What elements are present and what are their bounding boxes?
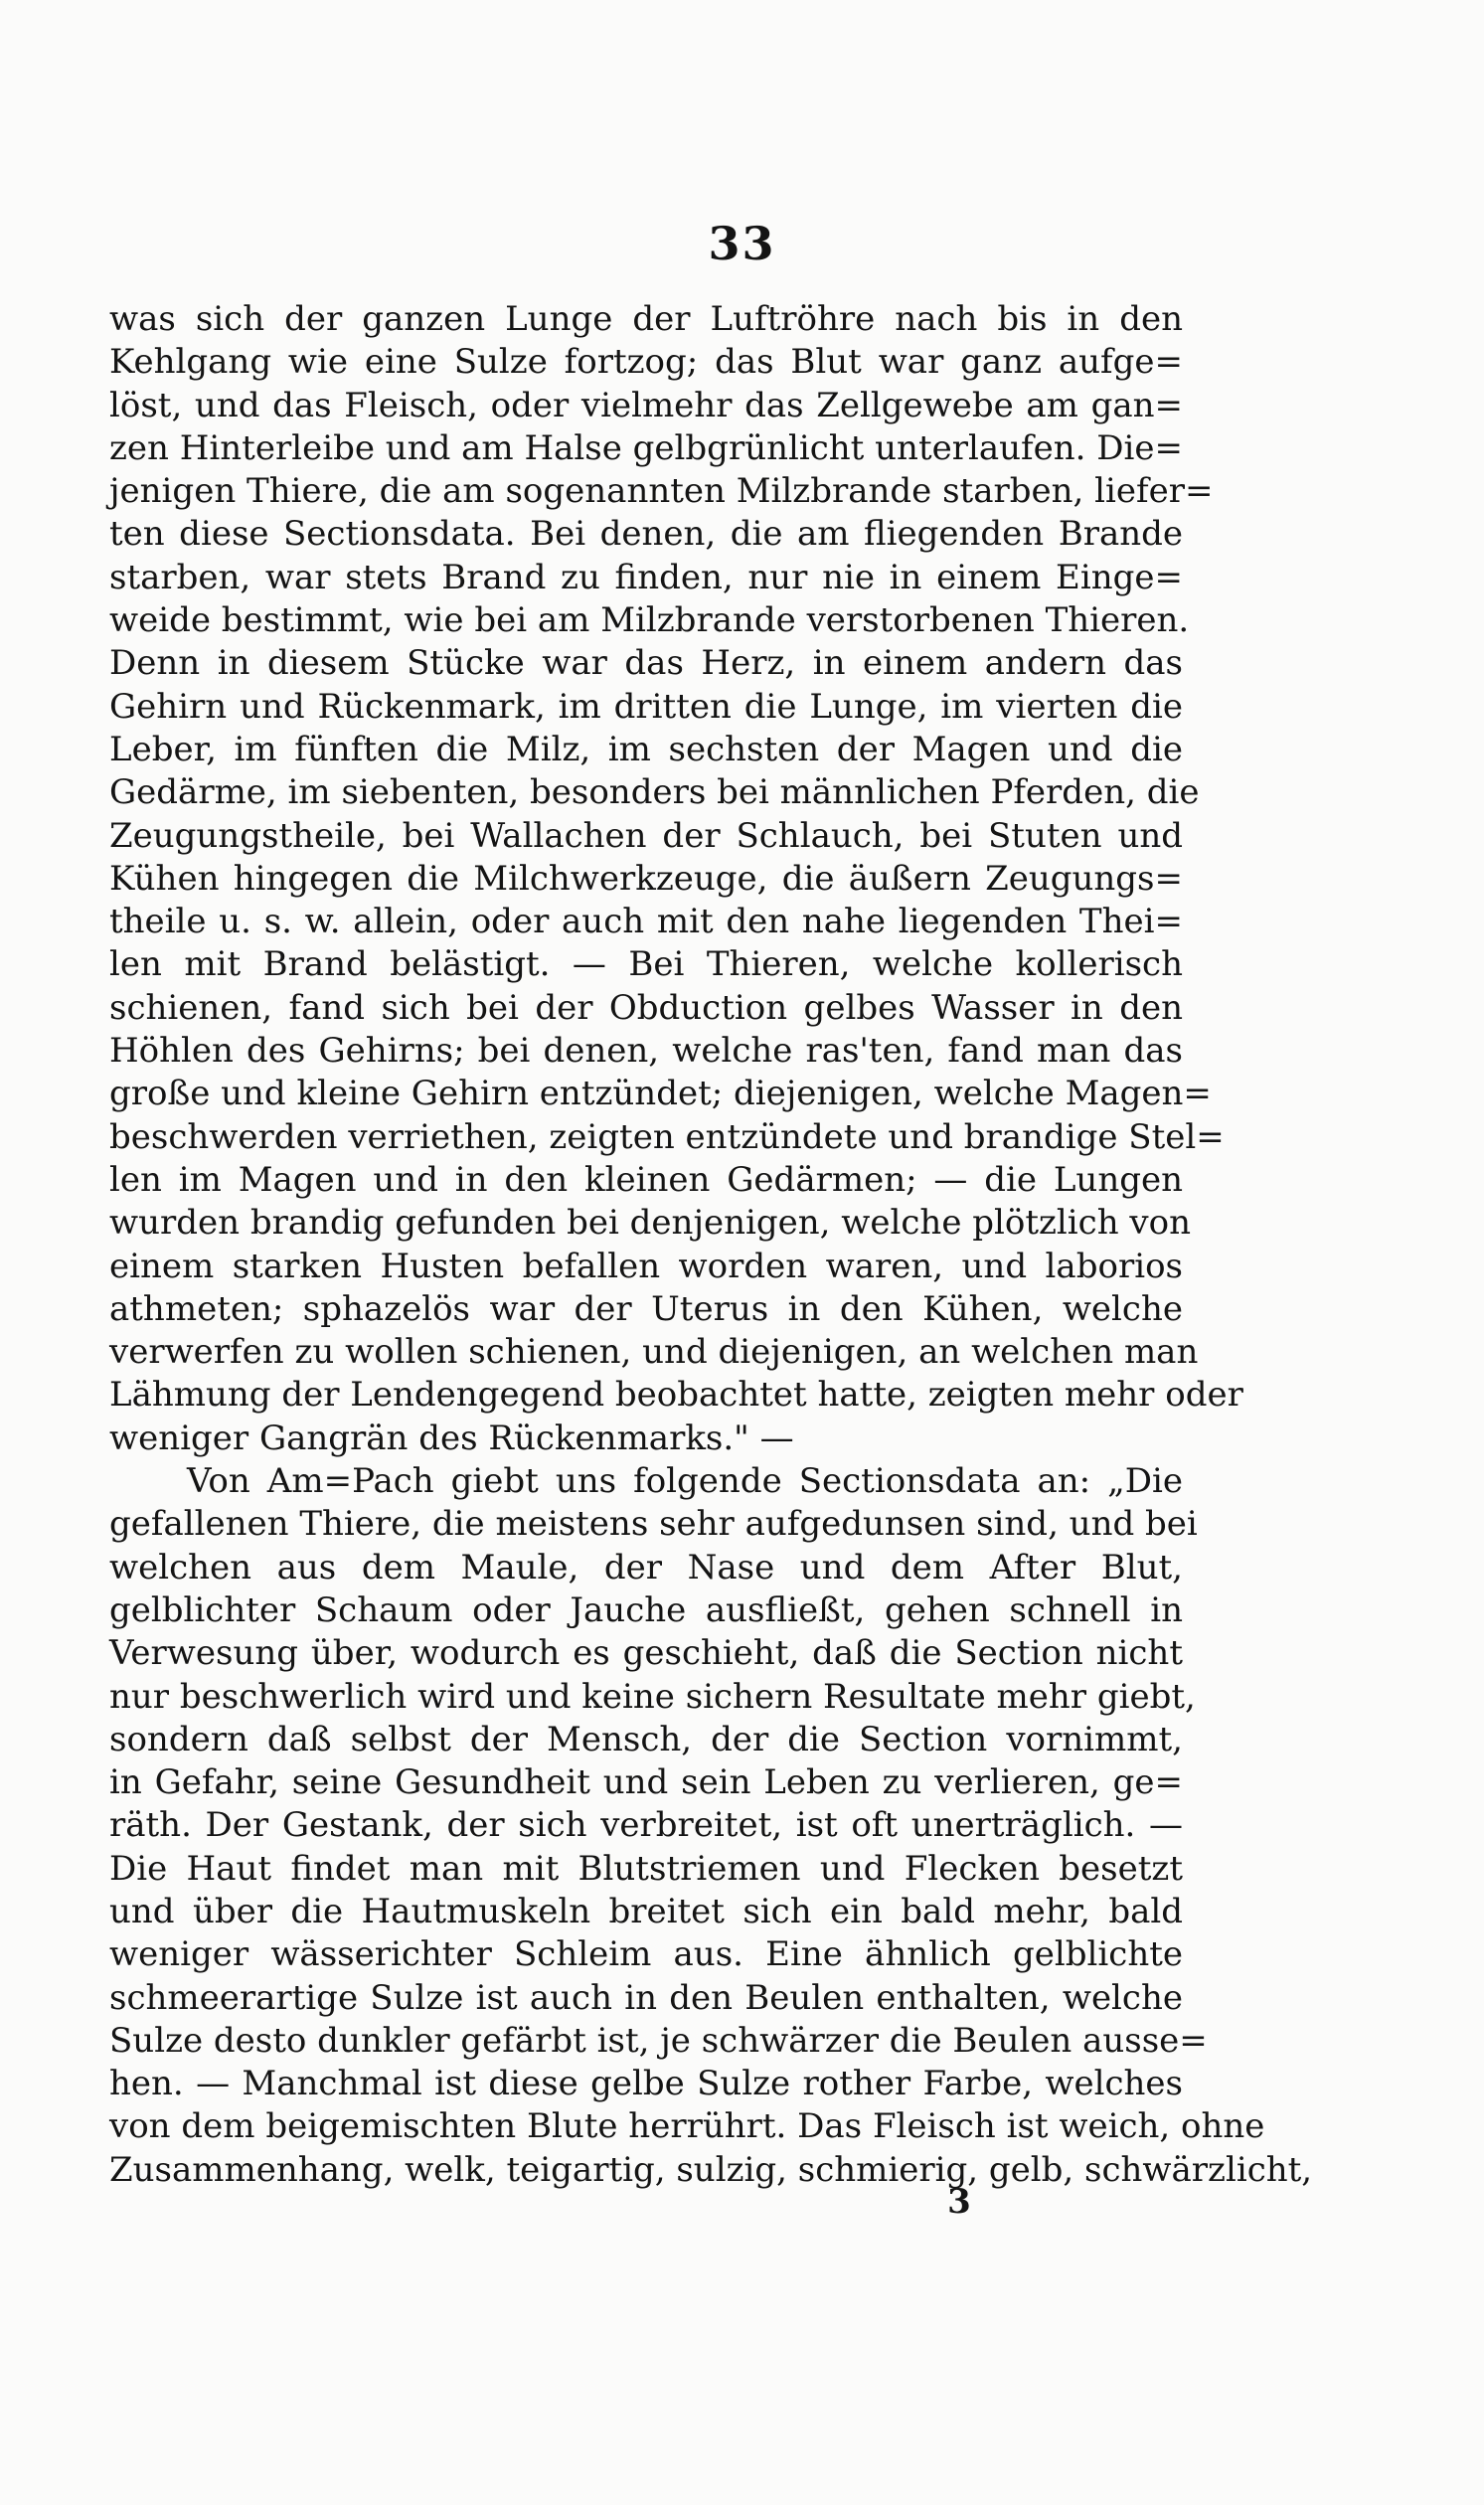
text-line: len mit Brand belästigt. — Bei Thieren, welche kollerisch xyxy=(109,944,1183,985)
text-line: Höhlen des Gehirns; bei denen, welche ras'ten, fand man das xyxy=(109,1031,1183,1072)
text-line: weide bestimmt, wie bei am Milzbrande verstorbenen Thieren. xyxy=(109,600,1190,641)
text-line: räth. Der Gestank, der sich verbreitet, ist oft unerträglich. — xyxy=(109,1805,1183,1846)
text-line: von dem beigemischten Blute herrührt. Das Fleisch ist weich, ohne xyxy=(109,2106,1265,2147)
text-line: jenigen Thiere, die am sogenannten Milzbrande starben, liefer= xyxy=(109,471,1214,512)
text-line: sondern daß selbst der Mensch, der die Section vornimmt, xyxy=(109,1719,1183,1759)
text-line: löst, und das Fleisch, oder vielmehr das Zellgewebe am gan= xyxy=(109,385,1183,425)
text-line: nur beschwerlich wird und keine sichern Resultate mehr giebt, xyxy=(109,1676,1196,1717)
text-line: len im Magen und in den kleinen Gedärmen; — die Lungen xyxy=(109,1159,1183,1200)
text-line: was sich der ganzen Lunge der Luftröhre nach bis in den xyxy=(109,299,1183,339)
text-line: gelblichter Schaum oder Jauche ausfließt, gehen schnell in xyxy=(109,1589,1183,1630)
text-line: schmeerartige Sulze ist auch in den Beulen enthalten, welche xyxy=(109,1977,1183,2018)
text-line: große und kleine Gehirn entzündet; diejenigen, welche Magen= xyxy=(109,1074,1212,1114)
text-line: welchen aus dem Maule, der Nase und dem After Blut, xyxy=(109,1547,1183,1587)
text-line: einem starken Husten befallen worden waren, und laborios xyxy=(109,1246,1183,1286)
text-line: starben, war stets Brand zu finden, nur nie in einem Einge= xyxy=(109,557,1183,597)
page-number: 33 xyxy=(708,217,776,270)
text-line: Lähmung der Lendengegend beobachtet hatte, zeigten mehr oder xyxy=(109,1375,1243,1416)
text-line: schienen, fand sich bei der Obduction gelbes Wasser in den xyxy=(109,987,1183,1028)
paragraph-start-line: Von Am=Pach giebt uns folgende Sectionsdata an: „Die xyxy=(187,1461,1183,1502)
text-line: Zeugungstheile, bei Wallachen der Schlauch, bei Stuten und xyxy=(109,815,1183,856)
text-line: hen. — Manchmal ist diese gelbe Sulze rother Farbe, welches xyxy=(109,2064,1183,2104)
paragraph-end-line: weniger Gangrän des Rückenmarks." — xyxy=(109,1418,794,1458)
text-line: Zusammenhang, welk, teigartig, sulzig, schmierig, gelb, schwärzlicht, xyxy=(109,2149,1313,2190)
text-line: Sulze desto dunkler gefärbt ist, je schwärzer die Beulen ausse= xyxy=(109,2020,1208,2061)
text-line: wurden brandig gefunden bei denjenigen, welche plötzlich von xyxy=(109,1203,1191,1244)
text-line: beschwerden verriethen, zeigten entzündete und brandige Stel= xyxy=(109,1116,1225,1157)
text-line: Leber, im fünften die Milz, im sechsten der Magen und die xyxy=(109,729,1183,769)
text-line: athmeten; sphazelös war der Uterus in den Kühen, welche xyxy=(109,1288,1183,1329)
body-text xyxy=(109,298,1313,2192)
text-line: und über die Hautmuskeln breitet sich ein bald mehr, bald xyxy=(109,1891,1183,1931)
text-line: Denn in diesem Stücke war das Herz, in einem andern das xyxy=(109,643,1183,684)
text-line: Verwesung über, wodurch es geschieht, daß die Section nicht xyxy=(109,1633,1183,1674)
text-line: Kühen hingegen die Milchwerkzeuge, die äußern Zeugungs= xyxy=(109,858,1183,899)
text-line: Gedärme, im siebenten, besonders bei männlichen Pferden, die xyxy=(109,772,1200,813)
text-line: in Gefahr, seine Gesundheit und sein Leben zu verlieren, ge= xyxy=(109,1762,1183,1803)
text-line: zen Hinterleibe und am Halse gelbgrünlicht unterlaufen. Die= xyxy=(109,427,1183,468)
text-line: Kehlgang wie eine Sulze fortzog; das Blut war ganz aufge= xyxy=(109,342,1183,383)
text-line: gefallenen Thiere, die meistens sehr aufgedunsen sind, und bei xyxy=(109,1504,1198,1545)
text-line: weniger wässerichter Schleim aus. Eine ähnlich gelblichte xyxy=(109,1934,1183,1975)
text-line: ten diese Sectionsdata. Bei denen, die am fliegenden Brande xyxy=(109,514,1183,555)
text-line: Die Haut findet man mit Blutstriemen und Flecken besetzt xyxy=(109,1848,1183,1889)
text-line: theile u. s. w. allein, oder auch mit den nahe liegenden Thei= xyxy=(109,902,1183,942)
text-line: verwerfen zu wollen schienen, und diejenigen, an welchen man xyxy=(109,1332,1199,1373)
text-line: Gehirn und Rückenmark, im dritten die Lunge, im vierten die xyxy=(109,686,1183,727)
signature-mark: 3 xyxy=(947,2182,971,2222)
